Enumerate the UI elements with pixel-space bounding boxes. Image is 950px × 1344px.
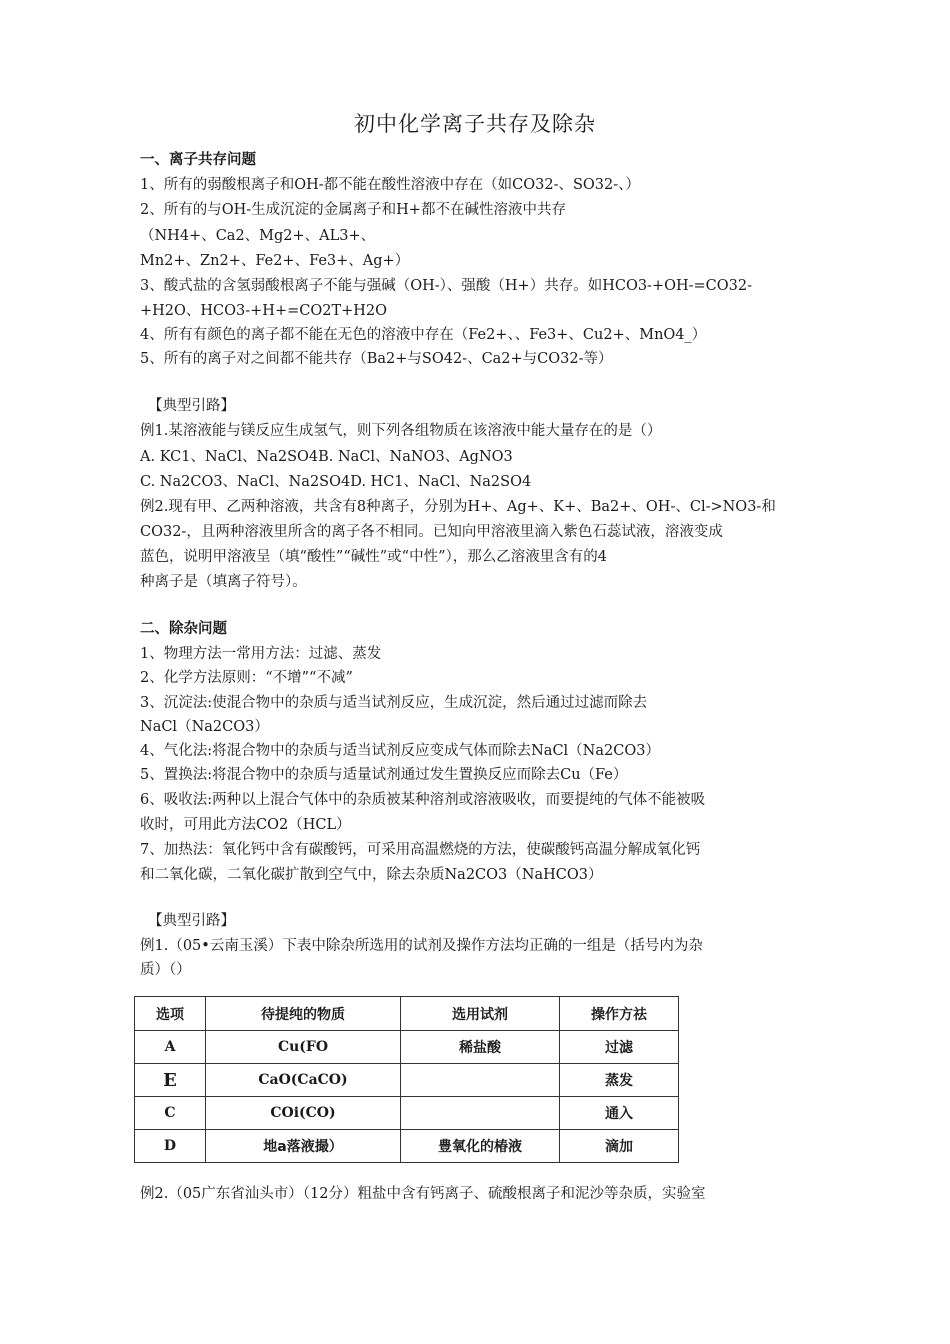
table-cell: 稀盐酸 xyxy=(401,1031,560,1064)
s2-line-3: 3、沉淀法:使混合物中的杂质与适当试剂反应，生成沉淀，然后通过过滤而除去 xyxy=(140,695,648,711)
section-1-heading: 一、离子共存问题 xyxy=(140,152,256,168)
s2-line-6: 5、置换法:将混合物中的杂质与适量试剂通过发生置换反应而除去Cu（Fe） xyxy=(140,767,628,783)
example-2-line-1: 例2.现有甲、乙两种溶液，共含有8种离子，分别为H+、Ag+、K+、Ba2+、OH-、Cl->NO3-和 xyxy=(140,499,776,515)
s1-line-1: 1、所有的弱酸根离子和OH-都不能在酸性溶液中存在（如CO32-、SO32-、） xyxy=(140,177,640,193)
s2-line-4: NaCl（Na2CO3） xyxy=(140,719,269,735)
table-row xyxy=(135,1031,679,1064)
table-cell: CaO(CaCO) xyxy=(206,1064,401,1097)
s2-line-9: 7、加热法：氧化钙中含有碳酸钙，可采用高温燃烧的方法，使碳酸钙高温分解成氧化钙 xyxy=(140,842,701,858)
table-cell: 滴加 xyxy=(560,1130,679,1163)
s2-line-2: 2、化学方法原则：“不增”“不减” xyxy=(140,670,353,686)
s2-line-1: 1、物理方法一常用方法：过滤、蒸发 xyxy=(140,646,382,662)
table-header-cell: 选用试剂 xyxy=(401,997,560,1031)
table-cell: E xyxy=(135,1064,206,1097)
table-cell: 过滤 xyxy=(560,1031,679,1064)
s2-line-8: 收时，可用此方法CO2（HCL） xyxy=(140,817,351,833)
table-row xyxy=(135,1097,679,1130)
table-cell: Cu(FO xyxy=(206,1031,401,1064)
table-cell xyxy=(401,1064,560,1097)
table-cell: 豊氧化的椿液 xyxy=(401,1130,560,1163)
s1-line-8: 5、所有的离子对之间都不能共存（Ba2+与SO42-、Ca2+与CO32-等） xyxy=(140,351,613,367)
s1-line-2: 2、所有的与OH-生成沉淀的金属离子和H+都不在碱性溶液中共存 xyxy=(140,202,566,218)
table-header-row xyxy=(135,997,679,1031)
table-cell: 通入 xyxy=(560,1097,679,1130)
s1-line-3: （NH4+、Ca2、Mg2+、AL3+、 xyxy=(140,228,376,244)
table-header-cell: 待提纯的物质 xyxy=(206,997,401,1031)
example-2-line-2: CO32-，且两种溶液里所含的离子各不相同。已知向甲溶液里滴入紫色石蕊试液，溶液变成 xyxy=(140,524,723,540)
s1-line-4: Mn2+、Zn2+、Fe2+、Fe3+、Ag+） xyxy=(140,253,410,269)
example-3-line-2: 质）（） xyxy=(140,962,191,978)
table-header-cell: 选项 xyxy=(135,997,206,1031)
table-cell: 蒸发 xyxy=(560,1064,679,1097)
table-cell: C xyxy=(135,1097,206,1130)
s1-line-6: +H2O、HCO3-+H+=CO2T+H2O xyxy=(140,303,388,319)
s2-line-5: 4、气化法:将混合物中的杂质与适当试剂反应变成气体而除去NaCl（Na2CO3） xyxy=(140,743,660,759)
s2-line-7: 6、吸收法:两种以上混合气体中的杂质被某种溶剂或溶液吸收，而要提纯的气体不能被吸 xyxy=(140,792,706,808)
example-2-line-4: 种离子是（填离子符号）。 xyxy=(140,574,307,590)
example-4-line-1: 例2.（05广东省汕头市）（12分）粗盐中含有钙离子、硫酸根离子和泥沙等杂质，实验室 xyxy=(140,1186,706,1202)
example-1-option-cd: C. Na2CO3、NaCl、Na2SO4D. HC1、NaCl、Na2SO4 xyxy=(140,474,532,490)
example-3-line-1: 例1.（05•云南玉溪）下表中除杂所选用的试剂及操作方法均正确的一组是（括号内为杂 xyxy=(140,938,703,954)
s1-line-5: 3、酸式盐的含氢弱酸根离子不能与强碱（OH-）、强酸（H+）共存。如HCO3-+OH-=CO32- xyxy=(140,278,753,294)
table-cell: D xyxy=(135,1130,206,1163)
example-1-option-ab: A. KC1、NaCl、Na2SO4B. NaCl、NaNO3、AgNO3 xyxy=(140,449,513,465)
s2-line-10: 和二氧化碳，二氧化碳扩散到空气中，除去杂质Na2CO3（NaHCO3） xyxy=(140,867,603,883)
example-heading-2: 【典型引路】 xyxy=(148,913,235,929)
table-cell: COi(CO) xyxy=(206,1097,401,1130)
s1-line-7: 4、所有有颜色的离子都不能在无色的溶液中存在（Fe2+、、Fe3+、Cu2+、MnO4_） xyxy=(140,327,707,343)
table-row xyxy=(135,1064,679,1097)
table-header-cell: 操作方祛 xyxy=(560,997,679,1031)
example-2-line-3: 蓝色，说明甲溶液呈（填“酸性”“碱性”或“中性”），那么乙溶液里含有的4 xyxy=(140,549,607,565)
table-cell: A xyxy=(135,1031,206,1064)
table-row xyxy=(135,1130,679,1163)
example-1-question: 例1.某溶液能与镁反应生成氢气，则下列各组物质在该溶液中能大量存在的是（） xyxy=(140,423,662,439)
document-title: 初中化学离子共存及除杂 xyxy=(354,112,596,136)
table-cell xyxy=(401,1097,560,1130)
table-cell: 地a落液撮） xyxy=(206,1130,401,1163)
example-heading-1: 【典型引路】 xyxy=(148,398,235,414)
section-2-heading: 二、除杂问题 xyxy=(140,621,227,637)
options-table xyxy=(134,996,679,1163)
